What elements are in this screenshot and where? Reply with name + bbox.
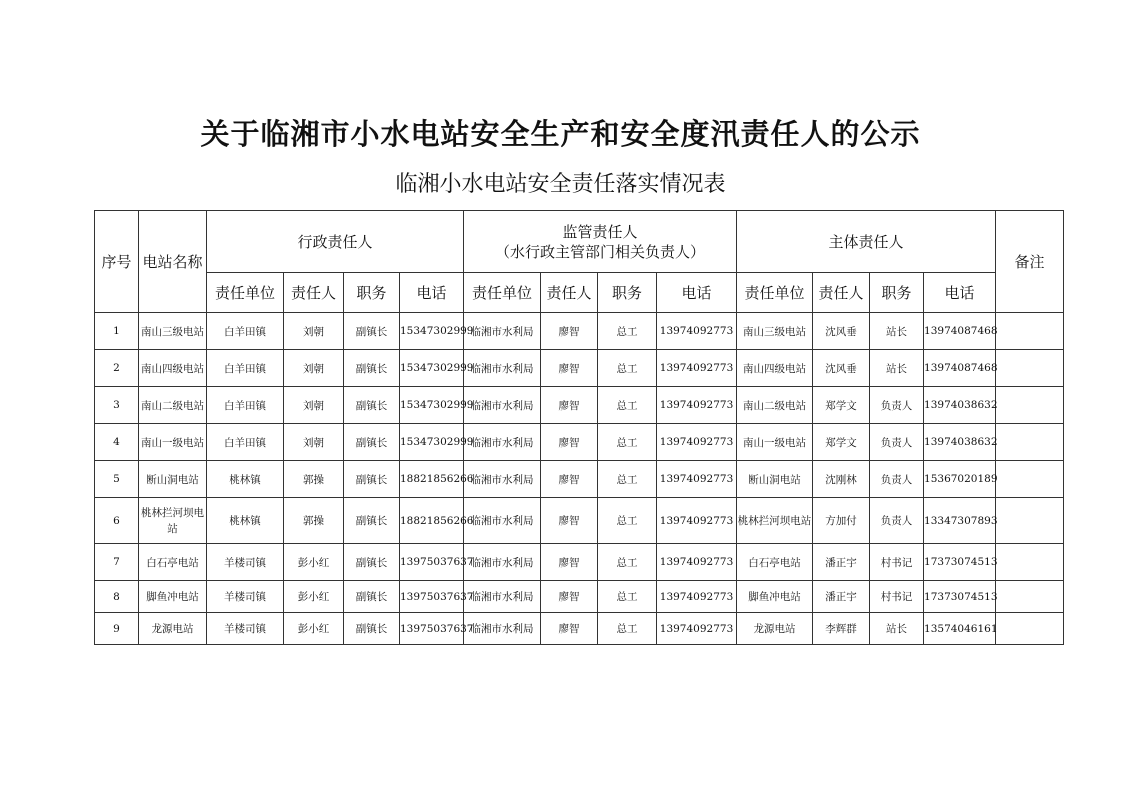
supervise-unit: 临湘市水利局: [464, 424, 541, 461]
station-name: 脚鱼冲电站: [139, 581, 207, 613]
admin-position: 副镇长: [344, 544, 400, 581]
main-unit: 南山一级电站: [737, 424, 813, 461]
admin-position: 副镇长: [344, 313, 400, 350]
header-row-columns: [95, 273, 1064, 313]
responsibility-table: [94, 210, 1064, 645]
header-seq: 序号: [95, 211, 139, 313]
admin-phone: 15347302999: [400, 313, 464, 350]
supervise-person: 廖智: [541, 350, 598, 387]
main-phone: 13974038632: [924, 424, 996, 461]
main-person: 沈刚林: [813, 461, 870, 498]
station-name: 断山洞电站: [139, 461, 207, 498]
header-main-position: 职务: [870, 273, 924, 313]
table-row: [95, 313, 1064, 350]
main-position: 村书记: [870, 544, 924, 581]
main-position: 负责人: [870, 424, 924, 461]
main-phone: 13974038632: [924, 387, 996, 424]
supervise-position: 总工: [598, 613, 657, 645]
header-remark: 备注: [996, 211, 1064, 313]
main-position: 负责人: [870, 461, 924, 498]
supervise-person: 廖智: [541, 461, 598, 498]
row-seq: 7: [95, 544, 139, 581]
header-main-phone: 电话: [924, 273, 996, 313]
main-phone: 17373074513: [924, 581, 996, 613]
header-admin-person: 责任人: [284, 273, 344, 313]
main-person: 沈风垂: [813, 313, 870, 350]
main-unit: 断山洞电站: [737, 461, 813, 498]
supervise-unit: 临湘市水利局: [464, 581, 541, 613]
admin-person: 彭小红: [284, 544, 344, 581]
row-seq: 6: [95, 498, 139, 544]
supervise-phone: 13974092773: [657, 581, 737, 613]
main-position: 站长: [870, 313, 924, 350]
main-position: 站长: [870, 350, 924, 387]
header-main-person: 责任人: [813, 273, 870, 313]
supervise-unit: 临湘市水利局: [464, 387, 541, 424]
header-main-group: 主体责任人: [737, 211, 996, 273]
supervise-person: 廖智: [541, 544, 598, 581]
row-seq: 4: [95, 424, 139, 461]
header-admin-group: 行政责任人: [207, 211, 464, 273]
admin-unit: 桃林镇: [207, 498, 284, 544]
admin-phone: 13975037637: [400, 613, 464, 645]
main-unit: 白石亭电站: [737, 544, 813, 581]
header-admin-unit: 责任单位: [207, 273, 284, 313]
admin-person: 郭操: [284, 498, 344, 544]
admin-person: 刘朝: [284, 387, 344, 424]
main-unit: 南山四级电站: [737, 350, 813, 387]
remark-cell: [996, 498, 1064, 544]
remark-cell: [996, 350, 1064, 387]
station-name: 南山二级电站: [139, 387, 207, 424]
supervise-phone: 13974092773: [657, 350, 737, 387]
row-seq: 8: [95, 581, 139, 613]
row-seq: 9: [95, 613, 139, 645]
remark-cell: [996, 424, 1064, 461]
supervise-phone: 13974092773: [657, 613, 737, 645]
admin-unit: 白羊田镇: [207, 350, 284, 387]
remark-cell: [996, 544, 1064, 581]
supervise-position: 总工: [598, 581, 657, 613]
supervise-position: 总工: [598, 461, 657, 498]
supervise-unit: 临湘市水利局: [464, 313, 541, 350]
admin-phone: 15347302999: [400, 424, 464, 461]
supervise-unit: 临湘市水利局: [464, 461, 541, 498]
header-sup-position: 职务: [598, 273, 657, 313]
supervise-phone: 13974092773: [657, 498, 737, 544]
table-row: [95, 544, 1064, 581]
header-sup-person: 责任人: [541, 273, 598, 313]
supervise-position: 总工: [598, 424, 657, 461]
header-admin-position: 职务: [344, 273, 400, 313]
supervise-unit: 临湘市水利局: [464, 498, 541, 544]
admin-person: 刘朝: [284, 350, 344, 387]
supervise-position: 总工: [598, 387, 657, 424]
admin-phone: 15347302999: [400, 387, 464, 424]
main-position: 村书记: [870, 581, 924, 613]
page-title: 关于临湘市小水电站安全生产和安全度汛责任人的公示: [200, 117, 921, 151]
supervise-phone: 13974092773: [657, 313, 737, 350]
main-phone: 13974087468: [924, 313, 996, 350]
main-phone: 13974087468: [924, 350, 996, 387]
main-position: 负责人: [870, 498, 924, 544]
admin-position: 副镇长: [344, 461, 400, 498]
main-unit: 龙源电站: [737, 613, 813, 645]
header-main-unit: 责任单位: [737, 273, 813, 313]
admin-phone: 18821856266: [400, 461, 464, 498]
table-row: [95, 613, 1064, 645]
table-title: 临湘小水电站安全责任落实情况表: [395, 172, 726, 197]
main-person: 潘正宇: [813, 581, 870, 613]
remark-cell: [996, 387, 1064, 424]
supervise-phone: 13974092773: [657, 424, 737, 461]
header-admin-phone: 电话: [400, 273, 464, 313]
station-name: 南山三级电站: [139, 313, 207, 350]
admin-position: 副镇长: [344, 581, 400, 613]
supervise-phone: 13974092773: [657, 544, 737, 581]
admin-unit: 白羊田镇: [207, 424, 284, 461]
supervise-person: 廖智: [541, 581, 598, 613]
admin-unit: 羊楼司镇: [207, 544, 284, 581]
table-row: [95, 498, 1064, 544]
admin-person: 彭小红: [284, 581, 344, 613]
main-person: 郑学文: [813, 424, 870, 461]
header-sup-unit: 责任单位: [464, 273, 541, 313]
row-seq: 3: [95, 387, 139, 424]
admin-position: 副镇长: [344, 498, 400, 544]
supervise-phone: 13974092773: [657, 387, 737, 424]
row-seq: 5: [95, 461, 139, 498]
main-phone: 15367020189: [924, 461, 996, 498]
supervise-person: 廖智: [541, 387, 598, 424]
remark-cell: [996, 313, 1064, 350]
admin-position: 副镇长: [344, 424, 400, 461]
supervise-position: 总工: [598, 313, 657, 350]
remark-cell: [996, 461, 1064, 498]
main-position: 站长: [870, 613, 924, 645]
admin-position: 副镇长: [344, 350, 400, 387]
supervise-person: 廖智: [541, 498, 598, 544]
main-person: 郑学文: [813, 387, 870, 424]
main-unit: 脚鱼冲电站: [737, 581, 813, 613]
main-phone: 13347307893: [924, 498, 996, 544]
row-seq: 2: [95, 350, 139, 387]
admin-unit: 白羊田镇: [207, 313, 284, 350]
supervise-unit: 临湘市水利局: [464, 350, 541, 387]
station-name: 龙源电站: [139, 613, 207, 645]
table-row: [95, 424, 1064, 461]
remark-cell: [996, 581, 1064, 613]
admin-unit: 羊楼司镇: [207, 613, 284, 645]
header-supervise-line1: 监管责任人: [562, 222, 638, 241]
header-sup-phone: 电话: [657, 273, 737, 313]
row-seq: 1: [95, 313, 139, 350]
main-unit: 桃林拦河坝电站: [737, 498, 813, 544]
header-supervise-line2: （水行政主管部门相关负责人）: [495, 242, 706, 261]
main-person: 方加付: [813, 498, 870, 544]
table-row: [95, 350, 1064, 387]
header-station: 电站名称: [139, 211, 207, 313]
supervise-position: 总工: [598, 544, 657, 581]
station-name: 南山四级电站: [139, 350, 207, 387]
admin-phone: 13975037637: [400, 581, 464, 613]
header-supervise-group: [464, 211, 737, 273]
admin-unit: 桃林镇: [207, 461, 284, 498]
remark-cell: [996, 613, 1064, 645]
main-phone: 17373074513: [924, 544, 996, 581]
admin-phone: 15347302999: [400, 350, 464, 387]
supervise-person: 廖智: [541, 613, 598, 645]
admin-phone: 18821856266: [400, 498, 464, 544]
main-person: 沈风垂: [813, 350, 870, 387]
table-row: [95, 581, 1064, 613]
main-person: 潘正宇: [813, 544, 870, 581]
main-person: 李辉群: [813, 613, 870, 645]
admin-position: 副镇长: [344, 387, 400, 424]
admin-person: 刘朝: [284, 313, 344, 350]
admin-unit: 羊楼司镇: [207, 581, 284, 613]
table-row: [95, 461, 1064, 498]
supervise-person: 廖智: [541, 424, 598, 461]
admin-unit: 白羊田镇: [207, 387, 284, 424]
main-unit: 南山二级电站: [737, 387, 813, 424]
supervise-position: 总工: [598, 350, 657, 387]
station-name: 桃林拦河坝电站: [139, 498, 207, 544]
table-row: [95, 387, 1064, 424]
main-position: 负责人: [870, 387, 924, 424]
admin-phone: 13975037637: [400, 544, 464, 581]
header-row-groups: [95, 211, 1064, 273]
admin-person: 郭操: [284, 461, 344, 498]
admin-person: 彭小红: [284, 613, 344, 645]
main-unit: 南山三级电站: [737, 313, 813, 350]
supervise-phone: 13974092773: [657, 461, 737, 498]
supervise-position: 总工: [598, 498, 657, 544]
station-name: 南山一级电站: [139, 424, 207, 461]
supervise-unit: 临湘市水利局: [464, 544, 541, 581]
admin-position: 副镇长: [344, 613, 400, 645]
supervise-unit: 临湘市水利局: [464, 613, 541, 645]
admin-person: 刘朝: [284, 424, 344, 461]
supervise-person: 廖智: [541, 313, 598, 350]
main-phone: 13574046161: [924, 613, 996, 645]
station-name: 白石亭电站: [139, 544, 207, 581]
